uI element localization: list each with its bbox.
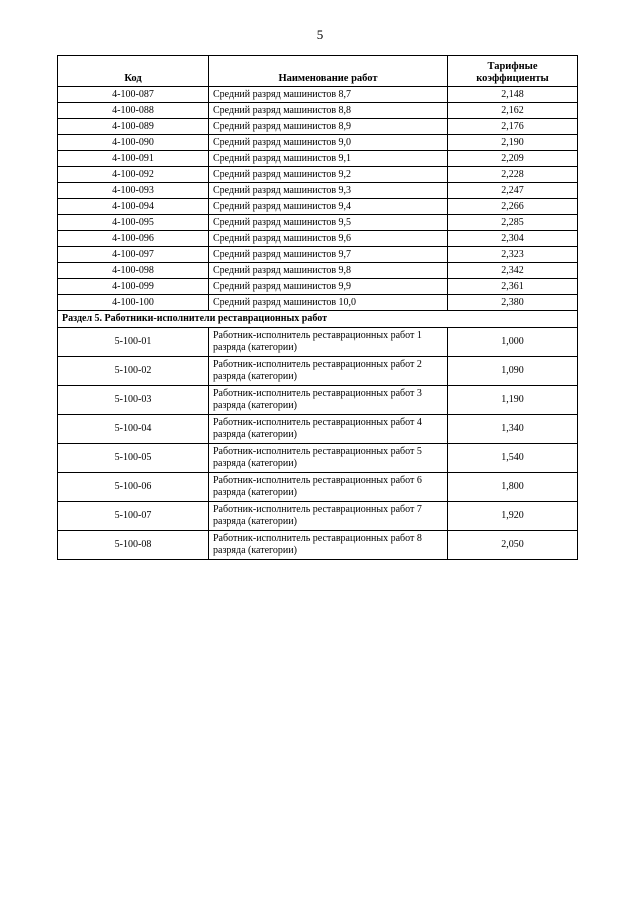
- table-row: [58, 444, 578, 473]
- cell-name: Работник-исполнитель реставрационных работ 7 разряда (категории): [209, 502, 448, 531]
- cell-name: Работник-исполнитель реставрационных работ 4 разряда (категории): [209, 415, 448, 444]
- table-row: [58, 279, 578, 295]
- cell-code: 5-100-02: [58, 357, 209, 386]
- cell-coef: 1,540: [448, 444, 578, 473]
- table-row: [58, 119, 578, 135]
- cell-coef: 2,323: [448, 247, 578, 263]
- cell-code: 4-100-096: [58, 231, 209, 247]
- cell-name: Средний разряд машинистов 9,7: [209, 247, 448, 263]
- header-name: Наименование работ: [209, 56, 448, 87]
- table-row: [58, 263, 578, 279]
- table-row: [58, 151, 578, 167]
- table-row: [58, 328, 578, 357]
- table-row: [58, 473, 578, 502]
- cell-code: 4-100-090: [58, 135, 209, 151]
- cell-name: Средний разряд машинистов 9,4: [209, 199, 448, 215]
- table-row: [58, 502, 578, 531]
- cell-coef: 2,304: [448, 231, 578, 247]
- cell-name: Средний разряд машинистов 9,0: [209, 135, 448, 151]
- header-coef: Тарифные коэффициенты: [448, 56, 578, 87]
- cell-coef: 2,342: [448, 263, 578, 279]
- cell-coef: 1,800: [448, 473, 578, 502]
- cell-code: 4-100-092: [58, 167, 209, 183]
- cell-code: 4-100-091: [58, 151, 209, 167]
- cell-name: Средний разряд машинистов 9,5: [209, 215, 448, 231]
- cell-coef: 1,190: [448, 386, 578, 415]
- table-row: [58, 386, 578, 415]
- cell-coef: 2,209: [448, 151, 578, 167]
- cell-coef: 1,920: [448, 502, 578, 531]
- table-row: [58, 357, 578, 386]
- cell-code: 4-100-097: [58, 247, 209, 263]
- cell-name: Средний разряд машинистов 8,7: [209, 87, 448, 103]
- cell-name: Работник-исполнитель реставрационных работ 3 разряда (категории): [209, 386, 448, 415]
- cell-name: Средний разряд машинистов 10,0: [209, 295, 448, 311]
- cell-code: 4-100-087: [58, 87, 209, 103]
- cell-code: 4-100-094: [58, 199, 209, 215]
- cell-code: 4-100-088: [58, 103, 209, 119]
- cell-code: 5-100-03: [58, 386, 209, 415]
- cell-coef: 2,285: [448, 215, 578, 231]
- cell-coef: 2,266: [448, 199, 578, 215]
- table-row: [58, 531, 578, 560]
- cell-code: 4-100-098: [58, 263, 209, 279]
- cell-name: Средний разряд машинистов 9,8: [209, 263, 448, 279]
- cell-coef: 2,361: [448, 279, 578, 295]
- cell-coef: 2,380: [448, 295, 578, 311]
- cell-coef: 2,247: [448, 183, 578, 199]
- table-row: [58, 215, 578, 231]
- cell-code: 4-100-100: [58, 295, 209, 311]
- cell-code: 5-100-04: [58, 415, 209, 444]
- cell-coef: 2,190: [448, 135, 578, 151]
- cell-code: 4-100-089: [58, 119, 209, 135]
- table-row: [58, 231, 578, 247]
- table-row: [58, 199, 578, 215]
- cell-name: Средний разряд машинистов 9,3: [209, 183, 448, 199]
- section-header-row: [58, 311, 578, 328]
- table-row: [58, 295, 578, 311]
- cell-code: 5-100-01: [58, 328, 209, 357]
- table-row: [58, 167, 578, 183]
- cell-code: 5-100-07: [58, 502, 209, 531]
- cell-name: Работник-исполнитель реставрационных работ 8 разряда (категории): [209, 531, 448, 560]
- table-row: [58, 103, 578, 119]
- tariff-table: [57, 55, 578, 560]
- cell-code: 5-100-06: [58, 473, 209, 502]
- section-title: Раздел 5. Работники-исполнители реставрационных работ: [58, 311, 578, 328]
- cell-coef: 2,148: [448, 87, 578, 103]
- page-number: 5: [316, 27, 324, 42]
- cell-name: Работник-исполнитель реставрационных работ 5 разряда (категории): [209, 444, 448, 473]
- cell-coef: 2,162: [448, 103, 578, 119]
- cell-coef: 2,050: [448, 531, 578, 560]
- table-header-row: [58, 56, 578, 87]
- table-row: [58, 415, 578, 444]
- header-code: Код: [58, 56, 209, 87]
- cell-code: 4-100-095: [58, 215, 209, 231]
- table-row: [58, 87, 578, 103]
- cell-name: Средний разряд машинистов 9,2: [209, 167, 448, 183]
- cell-coef: 1,090: [448, 357, 578, 386]
- cell-name: Средний разряд машинистов 9,9: [209, 279, 448, 295]
- table-row: [58, 183, 578, 199]
- cell-name: Средний разряд машинистов 8,8: [209, 103, 448, 119]
- table-row: [58, 247, 578, 263]
- table-row: [58, 135, 578, 151]
- cell-name: Средний разряд машинистов 8,9: [209, 119, 448, 135]
- cell-name: Работник-исполнитель реставрационных работ 2 разряда (категории): [209, 357, 448, 386]
- cell-code: 4-100-099: [58, 279, 209, 295]
- cell-name: Работник-исполнитель реставрационных работ 6 разряда (категории): [209, 473, 448, 502]
- cell-name: Средний разряд машинистов 9,1: [209, 151, 448, 167]
- cell-coef: 1,000: [448, 328, 578, 357]
- cell-code: 5-100-08: [58, 531, 209, 560]
- cell-code: 5-100-05: [58, 444, 209, 473]
- cell-code: 4-100-093: [58, 183, 209, 199]
- cell-name: Работник-исполнитель реставрационных работ 1 разряда (категории): [209, 328, 448, 357]
- cell-coef: 1,340: [448, 415, 578, 444]
- cell-name: Средний разряд машинистов 9,6: [209, 231, 448, 247]
- cell-coef: 2,228: [448, 167, 578, 183]
- cell-coef: 2,176: [448, 119, 578, 135]
